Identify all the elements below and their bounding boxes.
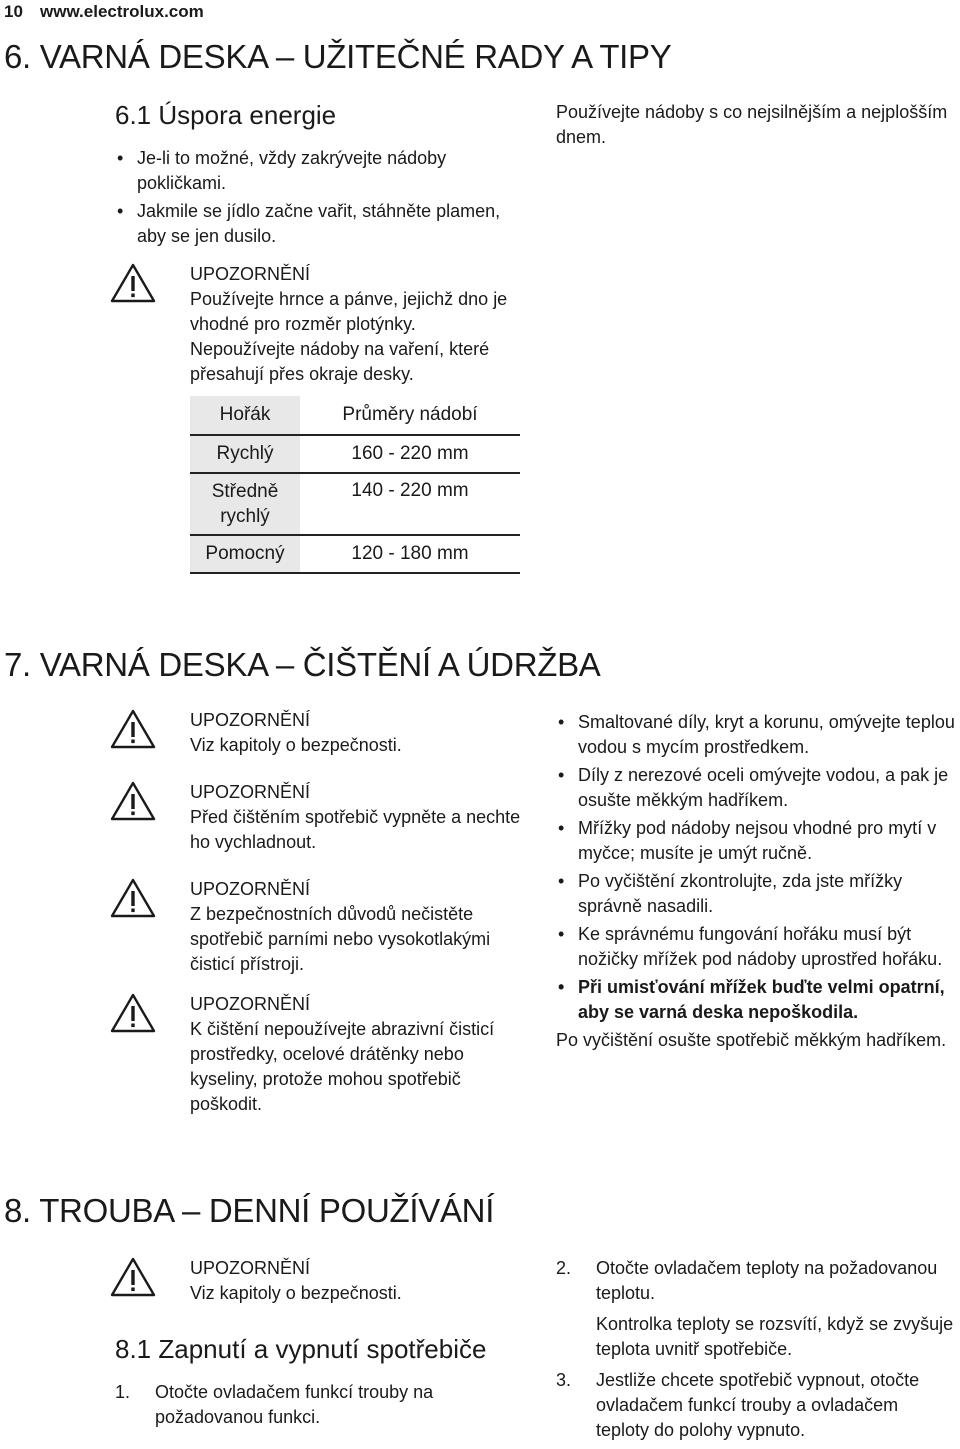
step-number: 1. bbox=[115, 1382, 131, 1402]
table-cell: Středně rychlý bbox=[190, 473, 300, 535]
step-text: Jestliže chcete spotřebič vypnout, otočte ovladačem funkcí trouby a ovladačem teploty do polohy vypnuto. bbox=[596, 1370, 920, 1440]
section-6-1-heading: 6.1 Úspora energie bbox=[115, 100, 337, 130]
warning-triangle-icon bbox=[110, 262, 156, 304]
warning-text: Před čištěním spotřebič vypněte a nechte ho vychladnout. bbox=[190, 807, 521, 852]
section-6-heading: 6. VARNÁ DESKA – UŽITEČNÉ RADY A TIPY bbox=[4, 38, 672, 75]
list-item: • Ke správnému fungování hořáku musí být nožičky mřížek pod nádoby uprostřed hořáku. bbox=[556, 922, 956, 972]
table-row bbox=[190, 435, 520, 473]
warning-title: UPOZORNĚNÍ bbox=[190, 782, 311, 802]
warning-triangle-icon bbox=[110, 708, 156, 750]
warning-text: Viz kapitoly o bezpečnosti. bbox=[190, 1283, 402, 1303]
warning-triangle-icon bbox=[110, 780, 156, 822]
pot-advice-text: Používejte nádoby s co nejsilnějším a nejplošším dnem. bbox=[556, 102, 948, 147]
warning-block bbox=[110, 1256, 530, 1311]
warning-block bbox=[110, 877, 530, 982]
warning-block bbox=[110, 780, 530, 860]
list-item bbox=[556, 1256, 956, 1306]
table-cell: 160 - 220 mm bbox=[300, 435, 520, 473]
warning-line: Používejte hrnce a pánve, jejichž dno je vhodné pro rozměr plotýnky. bbox=[190, 289, 508, 334]
steps-list-left bbox=[115, 1380, 525, 1436]
warning-text: K čištění nepoužívejte abrazivní čisticí prostředky, ocelové drátěnky nebo kyseliny, protože mohou spotřebič poškodit. bbox=[190, 1019, 495, 1114]
list-item: • Díly z nerezové oceli omývejte vodou, a pak je osušte měkkým hadříkem. bbox=[556, 763, 956, 813]
list-item: • Po vyčištění zkontrolujte, zda jste mřížky správně nasadili. bbox=[556, 869, 956, 919]
table-row bbox=[190, 473, 520, 535]
warning-title: UPOZORNĚNÍ bbox=[190, 994, 311, 1014]
table-cell: Rychlý bbox=[190, 435, 300, 473]
warning-text: Z bezpečnostních důvodů nečistěte spotřebič parními nebo vysokotlakými čisticí přístroji. bbox=[190, 904, 491, 974]
warning-title: UPOZORNĚNÍ bbox=[190, 710, 311, 730]
energy-tips-list bbox=[115, 146, 525, 252]
steps-list-right bbox=[556, 1256, 956, 1449]
step-text: Kontrolka teploty se rozsvítí, když se zvyšuje teplota uvnitř spotřebiče. bbox=[596, 1314, 954, 1359]
warning-text: Viz kapitoly o bezpečnosti. bbox=[190, 735, 402, 755]
list-item: • Při umisťování mřížek buďte velmi opatrní, aby se varná deska nepoškodila. bbox=[556, 975, 956, 1025]
header-url: www.electrolux.com bbox=[40, 2, 204, 21]
step-text: Otočte ovladačem funkcí trouby na požadovanou funkci. bbox=[155, 1382, 434, 1427]
warning-block bbox=[110, 708, 530, 763]
table-cell: Pomocný bbox=[190, 535, 300, 573]
warning-triangle-icon bbox=[110, 877, 156, 919]
warning-title: UPOZORNĚNÍ bbox=[190, 879, 311, 899]
warning-block bbox=[110, 992, 530, 1122]
warning-title: UPOZORNĚNÍ bbox=[190, 264, 311, 284]
list-item bbox=[556, 1312, 956, 1362]
table-cell: 140 - 220 mm bbox=[300, 473, 520, 535]
step-number: 3. bbox=[556, 1370, 572, 1390]
warning-title: UPOZORNĚNÍ bbox=[190, 1258, 311, 1278]
page-number: 10 bbox=[4, 2, 23, 21]
list-item: • Mřížky pod nádoby nejsou vhodné pro mytí v myčce; musíte je umýt ručně. bbox=[556, 816, 956, 866]
list-item bbox=[115, 1380, 525, 1430]
step-number: 2. bbox=[556, 1258, 572, 1278]
section-8-1-heading: 8.1 Zapnutí a vypnutí spotřebiče bbox=[115, 1334, 487, 1364]
section-8-heading: 8. TROUBA – DENNÍ POUŽÍVÁNÍ bbox=[4, 1192, 495, 1229]
warning-triangle-icon bbox=[110, 992, 156, 1034]
table-cell: 120 - 180 mm bbox=[300, 535, 520, 573]
list-item: • Jakmile se jídlo začne vařit, stáhněte plamen, aby se jen dusilo. bbox=[115, 199, 525, 249]
list-item: • Je-li to možné, vždy zakrývejte nádoby pokličkami. bbox=[115, 146, 525, 196]
burner-table bbox=[190, 396, 520, 574]
step-text: Otočte ovladačem teploty na požadovanou teplotu. bbox=[596, 1258, 938, 1303]
warning-line: Nepoužívejte nádoby na vaření, které přesahují přes okraje desky. bbox=[190, 339, 490, 384]
table-row bbox=[190, 535, 520, 573]
list-item bbox=[556, 1368, 956, 1443]
after-cleaning-text: Po vyčištění osušte spotřebič měkkým hadříkem. bbox=[556, 1030, 947, 1050]
cleaning-tips-list bbox=[556, 710, 956, 1056]
list-item: • Smaltované díly, kryt a korunu, omývejte teplou vodou s mycím prostředkem. bbox=[556, 710, 956, 760]
warning-triangle-icon bbox=[110, 1256, 156, 1298]
table-header: Průměry nádobí bbox=[300, 396, 520, 435]
section-7-heading: 7. VARNÁ DESKA – ČIŠTĚNÍ A ÚDRŽBA bbox=[4, 646, 601, 683]
warning-block bbox=[110, 262, 530, 392]
table-header: Hořák bbox=[190, 396, 300, 435]
